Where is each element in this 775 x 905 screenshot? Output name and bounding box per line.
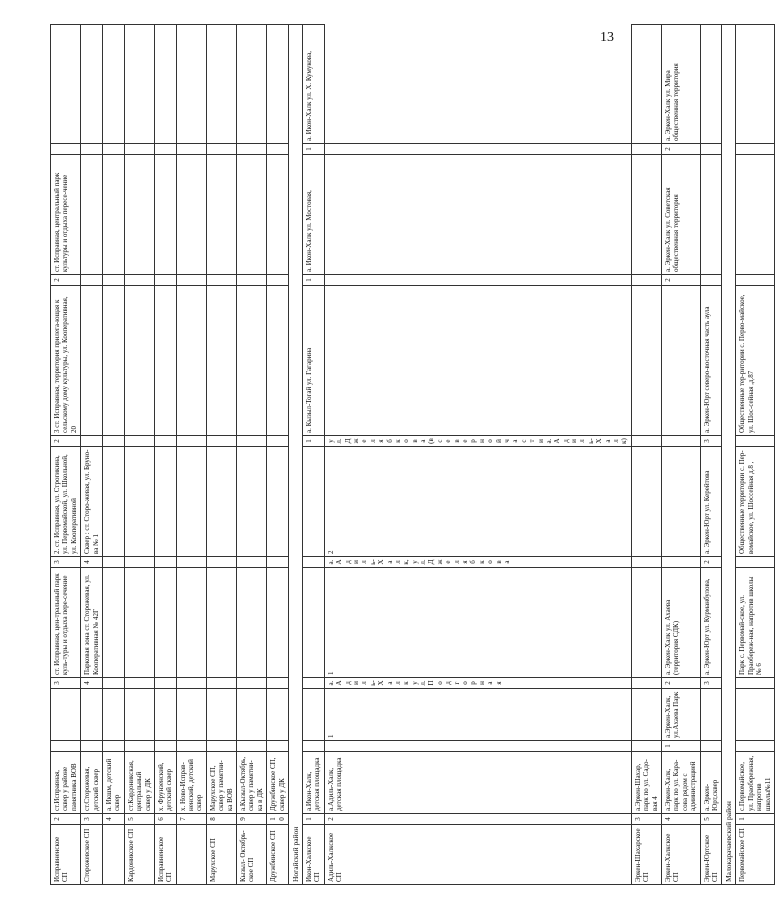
table-cell	[51, 741, 81, 752]
table-cell	[176, 436, 206, 447]
table-cell	[631, 144, 661, 155]
table-cell	[102, 678, 124, 689]
table-cell	[154, 155, 176, 275]
table-cell: х. Фрунзенский, детский сквер	[154, 752, 176, 814]
table-cell	[237, 286, 267, 436]
table-cell: 5	[700, 814, 722, 825]
table-cell	[736, 741, 775, 752]
table-cell: а. Икон-Халк ул. Мостовая,	[302, 155, 324, 275]
table-cell	[237, 568, 267, 678]
table-cell	[267, 557, 289, 568]
table-cell: 3	[51, 678, 81, 689]
table-cell	[237, 144, 267, 155]
table-cell: ст.Исправная, сквер у районе памятника ВОВ	[51, 752, 81, 814]
table-cell	[237, 678, 267, 689]
table-cell: 2	[324, 447, 631, 557]
table-cell: а.Эркен-Халк, парк по ул. Кара-сова рядом с администрацией	[662, 752, 701, 814]
table-cell	[662, 436, 701, 447]
table-cell	[154, 568, 176, 678]
table-row	[700, 25, 722, 885]
table-cell	[302, 568, 324, 678]
table-cell	[736, 275, 775, 286]
table-cell	[700, 275, 722, 286]
table-cell	[102, 557, 124, 568]
table-cell	[154, 25, 176, 144]
table-cell: а. Эркен-Халк ул. Советская общественная территория	[662, 155, 701, 275]
table-cell: а.Кызыл-Октябрь, сквер у памятни-ка в ДК	[237, 752, 267, 814]
table-cell: Марухское СП	[206, 825, 236, 885]
table-cell	[631, 678, 661, 689]
table-cell	[102, 436, 124, 447]
table-cell: а. Эркен-Юрт,сквер	[700, 752, 722, 814]
table-cell	[267, 741, 289, 752]
table-cell	[102, 447, 124, 557]
table-cell	[124, 678, 154, 689]
table-cell	[81, 155, 103, 275]
table-cell: 8	[206, 814, 236, 825]
table-cell	[700, 741, 722, 752]
table-cell: Эркен-Шахарское СП	[631, 825, 661, 885]
table-cell: Марухское СП, сквер у памятни-ка ВОВ	[206, 752, 236, 814]
table-cell	[631, 25, 661, 144]
table-cell	[102, 144, 124, 155]
table-cell: 1	[302, 436, 324, 447]
table-cell	[237, 557, 267, 568]
table-cell: 2	[51, 275, 81, 286]
table-cell: х. Ново-Исправ-ненский, детский сквер	[176, 752, 206, 814]
table-cell: 2	[662, 275, 701, 286]
table-cell: 1	[302, 275, 324, 286]
table-cell	[206, 557, 236, 568]
table-cell	[237, 155, 267, 275]
table-cell	[324, 741, 631, 752]
table-cell	[302, 741, 324, 752]
table-cell: а. Эркен-Халк ул. Мира общественная территория	[662, 25, 701, 144]
table-cell	[51, 25, 81, 144]
table-cell: Сквер : ст. Сторо-жевая, ул. Бруно-ва № 1	[81, 447, 103, 557]
table-cell	[81, 286, 103, 436]
table-cell	[267, 275, 289, 286]
table-cell: а. Икшм, детский сквер	[102, 752, 124, 814]
table-cell: 1	[302, 814, 324, 825]
table-cell	[81, 275, 103, 286]
table-cell	[631, 155, 661, 275]
table-cell	[176, 155, 206, 275]
table-cell	[736, 557, 775, 568]
table-cell	[124, 286, 154, 436]
table-cell: Дружбинское СП, сквер у ДК	[267, 752, 289, 814]
table-cell: ул. Джелябкова (в северной части а. Адиль-Халк)	[324, 436, 631, 447]
table-cell: 10	[267, 814, 289, 825]
table-cell	[302, 447, 324, 557]
table-cell	[736, 689, 775, 741]
table-cell	[267, 286, 289, 436]
table-cell	[102, 275, 124, 286]
table-cell: 3 ст. Исправная, территория прилега-ющая к сельскому дому культуры, ул. Кооперативная, 20	[51, 286, 81, 436]
table-cell	[102, 155, 124, 275]
table-cell	[124, 568, 154, 678]
table-cell	[267, 25, 289, 144]
table-cell	[176, 557, 206, 568]
section-title: Малокарачаевский район	[722, 25, 736, 885]
table-cell: а.Эркен-Халк, ул.Ахаева Парк	[662, 689, 701, 741]
table-cell	[631, 275, 661, 286]
table-cell	[124, 275, 154, 286]
table-cell	[324, 286, 631, 436]
table-cell	[124, 25, 154, 144]
table-cell: 1	[736, 814, 775, 825]
table-cell	[154, 286, 176, 436]
table-cell: Первомайское СП	[736, 825, 775, 885]
table-cell	[176, 825, 206, 885]
table-cell: а. Эркен-Юрт северо-восточная часть аула	[700, 286, 722, 436]
table-cell	[206, 155, 236, 275]
table-cell	[176, 286, 206, 436]
table-cell: Общественные тер-ритории с. Перво-майское, ул. Шос-сейная ,д.87	[736, 286, 775, 436]
table-cell	[206, 286, 236, 436]
table-cell	[631, 436, 661, 447]
table-cell	[81, 25, 103, 144]
table-cell	[154, 144, 176, 155]
table-cell	[662, 447, 701, 557]
table-cell: 2	[662, 144, 701, 155]
table-cell	[700, 689, 722, 741]
table-cell	[176, 678, 206, 689]
table-cell	[267, 447, 289, 557]
table-cell	[662, 286, 701, 436]
table-cell	[206, 436, 236, 447]
table-cell	[237, 275, 267, 286]
table-cell	[124, 144, 154, 155]
table-cell: 6	[154, 814, 176, 825]
table-cell	[176, 689, 206, 741]
table-cell: ст. Исправная, цен-тральный парк куль-туры и отдыха пере-сечение	[51, 568, 81, 678]
table-cell: 1	[324, 689, 631, 741]
table-cell	[206, 568, 236, 678]
table-cell: с.Первомайское, ул. Праобережная, напротив школы№11	[736, 752, 775, 814]
table-cell: Дружбинское СП	[267, 825, 289, 885]
table-cell: Икон-Халкское СП	[302, 825, 324, 885]
table-cell: ст. Исправная, центральный парк культуры и отдыха пересе-чение	[51, 155, 81, 275]
table-cell	[736, 155, 775, 275]
table-cell: Сторожевское СП	[81, 825, 103, 885]
table-cell: Парковая зона ст. Сторожевая, ул. Кооперативная № 42Г	[81, 568, 103, 678]
table-cell	[302, 557, 324, 568]
table-cell	[154, 275, 176, 286]
table-cell	[662, 557, 701, 568]
table-cell: 2	[700, 557, 722, 568]
table-cell	[154, 447, 176, 557]
table-cell	[267, 144, 289, 155]
table-cell: а. Эркен-Халк ул. Ахаева (территория СДК)	[662, 568, 701, 678]
table-cell	[124, 557, 154, 568]
table-cell	[206, 689, 236, 741]
table-cell	[176, 741, 206, 752]
table-cell	[102, 25, 124, 144]
table-cell: а. Эркен-Юрт ул. Керейтова	[700, 447, 722, 557]
table-cell: 3	[51, 557, 81, 568]
table-cell	[237, 25, 267, 144]
table-cell: 1	[324, 568, 631, 678]
table-cell	[176, 25, 206, 144]
table-cell: 2	[324, 814, 631, 825]
table-cell: а. Адиль-Халк ул. Подгорная	[324, 678, 631, 689]
table-cell	[81, 689, 103, 741]
table-cell	[631, 568, 661, 678]
table-cell	[302, 678, 324, 689]
table-cell	[237, 447, 267, 557]
table-cell	[206, 275, 236, 286]
table-cell	[700, 155, 722, 275]
table-row	[51, 25, 81, 885]
table-cell: 4	[81, 557, 103, 568]
table-cell: 3	[700, 436, 722, 447]
table-cell	[176, 144, 206, 155]
table-cell	[237, 436, 267, 447]
table-cell	[102, 741, 124, 752]
table-cell: а. Кызыл-Тогай ул. Гагарина	[302, 286, 324, 436]
table-cell	[102, 568, 124, 678]
table-cell	[102, 286, 124, 436]
table-cell: 4	[662, 814, 701, 825]
table-cell: 9	[237, 814, 267, 825]
table-cell	[124, 155, 154, 275]
table-cell	[631, 447, 661, 557]
table-cell: Адиль-Халкское СП	[324, 825, 631, 885]
table-cell	[700, 25, 722, 144]
table-cell	[81, 741, 103, 752]
table-cell	[267, 155, 289, 275]
table-row	[662, 25, 701, 885]
table-cell: ст.Сторожевая, детский сквер	[81, 752, 103, 814]
table-cell	[176, 275, 206, 286]
table-cell: 2	[662, 678, 701, 689]
table-cell: 2	[51, 814, 81, 825]
table-cell	[206, 447, 236, 557]
table-cell: а. Икон-Халк ул. Х. Кумукова,	[302, 25, 324, 144]
table-row	[324, 25, 631, 885]
page-number: 13	[600, 30, 614, 45]
table-row	[176, 25, 206, 885]
table-row	[267, 25, 289, 885]
table-cell	[102, 689, 124, 741]
table-cell	[124, 447, 154, 557]
table-cell: 1	[302, 144, 324, 155]
table-cell: 4	[102, 814, 124, 825]
table-row	[206, 25, 236, 885]
table-cell	[81, 144, 103, 155]
table-cell: Общественные территории с. Пер-вомайское, ул. Шоссейная д.8 ,	[736, 447, 775, 557]
table-row	[631, 25, 661, 885]
table-cell	[154, 436, 176, 447]
table-cell: Эркен-Юртское СП	[700, 825, 722, 885]
table-cell	[124, 436, 154, 447]
table-cell	[302, 689, 324, 741]
table-cell	[206, 25, 236, 144]
table-cell: а.Адиль-Халк, детская площадка	[324, 752, 631, 814]
table-cell	[206, 144, 236, 155]
table-cell: 2. ст. Исправная, ул. Строгикина, ул. Первомайской, ул. Школьной, ул. Кооперативной	[51, 447, 81, 557]
table-cell	[176, 568, 206, 678]
table-cell: Исправненское СП	[51, 825, 81, 885]
table-cell	[631, 286, 661, 436]
table-row	[736, 25, 775, 885]
table-cell: а.Икон-Халк, детская площадка	[302, 752, 324, 814]
table-cell	[124, 689, 154, 741]
table-cell	[51, 144, 81, 155]
table-cell	[736, 678, 775, 689]
table-cell	[736, 144, 775, 155]
table-cell: Эркен-Халкское СП	[662, 825, 701, 885]
table-cell	[237, 689, 267, 741]
table-cell	[267, 568, 289, 678]
table-row	[124, 25, 154, 885]
table-cell: ст.Кардоникская, центральный сквер у ДК	[124, 752, 154, 814]
table-cell: Исправненское СП	[154, 825, 176, 885]
table-cell: а. Адиль-Халк, ул. Джелябкова	[324, 557, 631, 568]
table-cell	[154, 689, 176, 741]
table-cell: 2	[51, 436, 81, 447]
table-cell: 7	[176, 814, 206, 825]
table-cell: Кызыл- Октябрь-ское СП	[237, 825, 267, 885]
table-cell	[81, 436, 103, 447]
table-cell	[324, 275, 631, 286]
section-row	[722, 25, 736, 885]
section-title: Ногайский район	[288, 25, 302, 885]
table-cell: 5	[124, 814, 154, 825]
table-cell	[206, 678, 236, 689]
table-cell	[631, 557, 661, 568]
table-cell	[324, 155, 631, 275]
improvement-sites-table	[50, 24, 775, 885]
table-cell	[631, 689, 661, 741]
table-cell	[267, 678, 289, 689]
table-row	[81, 25, 103, 885]
table-cell	[206, 741, 236, 752]
table-cell: 3	[81, 814, 103, 825]
table-row	[154, 25, 176, 885]
section-row	[288, 25, 302, 885]
table-cell	[51, 689, 81, 741]
table-cell: Парк с. Первомай-ское, ул. Праобереж-ная, напротив школы № 6	[736, 568, 775, 678]
table-cell: 4	[81, 678, 103, 689]
table-cell	[102, 825, 124, 885]
table-cell: Кардоникское СП	[124, 825, 154, 885]
table-cell	[324, 144, 631, 155]
table-cell	[736, 436, 775, 447]
table-cell	[124, 741, 154, 752]
table-cell: 1	[662, 741, 701, 752]
table-cell	[736, 25, 775, 144]
table-row	[302, 25, 324, 885]
table-cell: а. Эркен-Юрт ул. Курманбулова,	[700, 568, 722, 678]
table-cell: 3	[700, 678, 722, 689]
table-cell	[631, 741, 661, 752]
table-cell	[154, 678, 176, 689]
table-cell	[154, 741, 176, 752]
table-cell	[154, 557, 176, 568]
table-cell	[267, 689, 289, 741]
table-row	[237, 25, 267, 885]
table-cell: а.Эркен-Шахар, парк по ул. Садо-вая 4	[631, 752, 661, 814]
table-cell: 3	[631, 814, 661, 825]
table-cell	[237, 741, 267, 752]
table-cell	[176, 447, 206, 557]
table-cell	[700, 144, 722, 155]
table-cell	[267, 436, 289, 447]
table-row	[102, 25, 124, 885]
